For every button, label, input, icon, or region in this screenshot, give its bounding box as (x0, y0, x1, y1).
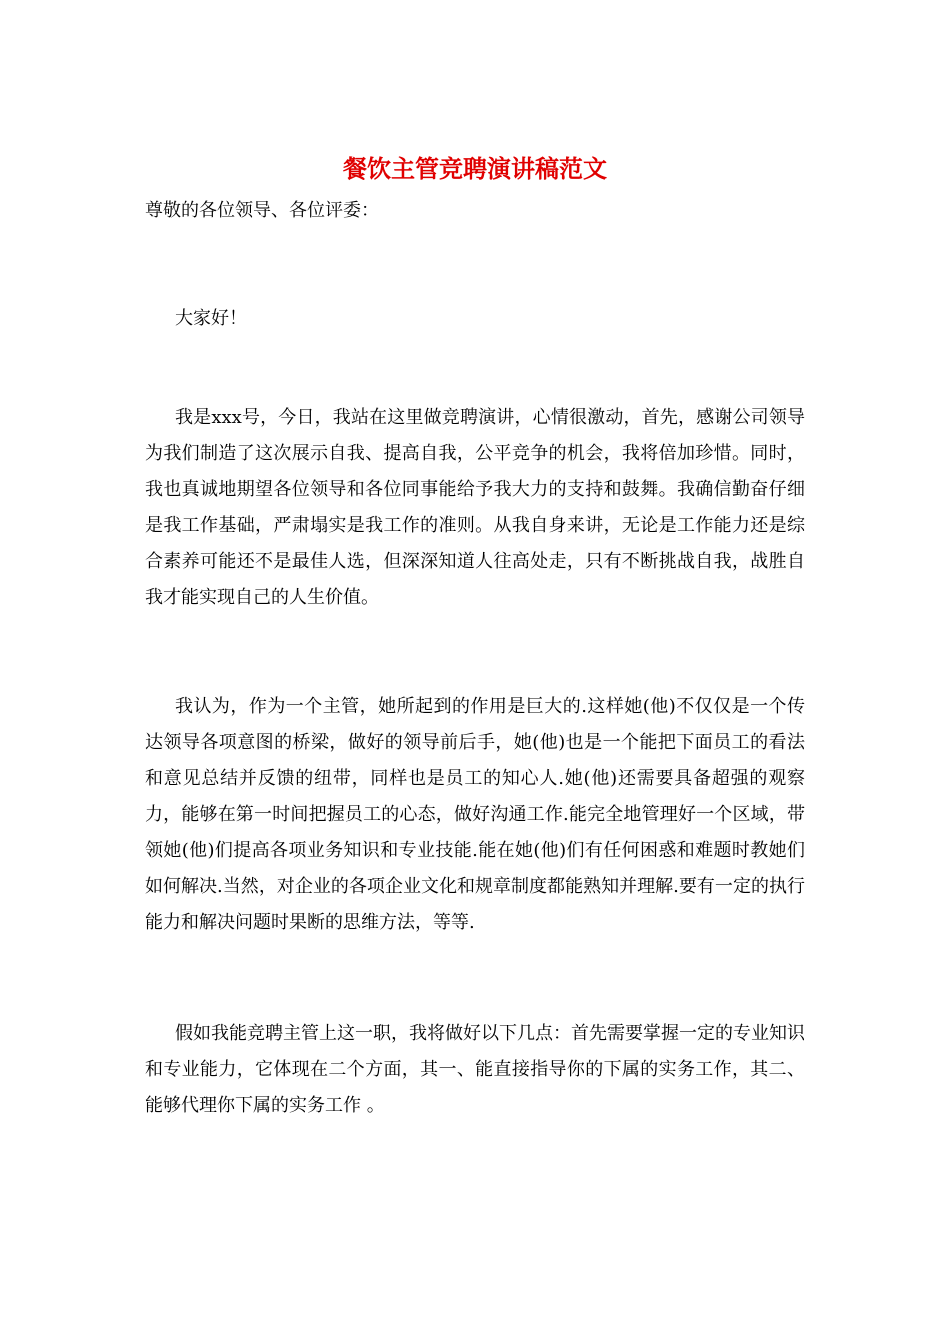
document-title: 餐饮主管竞聘演讲稿范文 (343, 155, 607, 183)
salutation: 尊敬的各位领导、各位评委： (145, 200, 379, 221)
paragraph-role-of-supervisor: 我认为，作为一个主管，她所起到的作用是巨大的.这样她(他)不仅仅是一个传达领导各项意图的桥梁，做好的领导前后手，她(他)也是一个能把下面员工的看法和意见总结并反馈的纽带，同样也是员工的知心人.她(他)还需要具备超强的观察力，能够在第一时间把握员工的心态，做好沟通工作.能完全地管理好一个区域，带领她(他)们提高各项业务知识和专业技能.能在她(他)们有任何困惑和难题时教她们如何解决.当然，对企业的各项企业文化和规章制度都能熟知并理解.要有一定的执行能力和解决问题时果断的思维方法，等等. (145, 696, 805, 933)
paragraph-plan: 假如我能竞聘主管上这一职，我将做好以下几点：首先需要掌握一定的专业知识和专业能力，它体现在二个方面，其一、能直接指导你的下属的实务工作，其二、能够代理你下属的实务工作 。 (145, 1023, 805, 1116)
paragraph-greeting: 大家好！ (175, 308, 247, 329)
paragraph-introduction: 我是xxx号，今日，我站在这里做竞聘演讲，心情很激动，首先，感谢公司领导为我们制造了这次展示自我、提高自我，公平竞争的机会，我将倍加珍惜。同时，我也真诚地期望各位领导和各位同事能给予我大力的支持和鼓舞。我确信勤奋仔细是我工作基础，严肃塌实是我工作的准则。从我自身来讲，无论是工作能力还是综合素养可能还不是最佳人选，但深深知道人往高处走，只有不断挑战自我，战胜自我才能实现自己的人生价值。 (145, 407, 805, 608)
